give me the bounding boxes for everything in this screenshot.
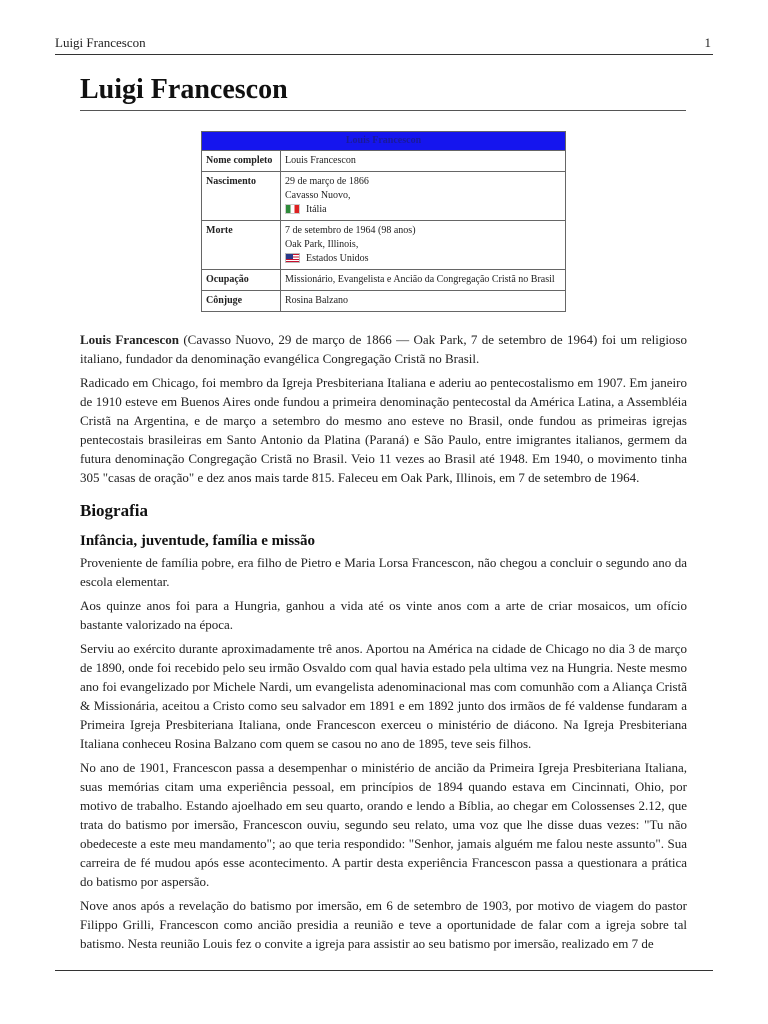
body-paragraph: No ano de 1901, Francescon passa a desempenhar o ministério de ancião da Primeira Igreja Presbiteriana Italiana, suas memórias citam uma experiência pessoal, em princípios de 1894 quando estava em Cincinnati, Ohio, por motivo de trabalho. Estando ajoelhado em seu quarto, orando e lendo a Bíblia, ao chegar em Colossenses 2.12, que trata do batismo por imersão, Francescon ouviu, segundo seu relato, uma voz que lhe disse duas vezes: "Tu não obedeceste a este meu mandamento"; ao que teria respondido: "Senhor, jamais alguém me falou neste assunto". Sua carreira de fé mudou após esse acontecimento. A partir desta experiência Francescon passa a questionara a prática do batismo por aspersão.: [80, 760, 687, 889]
infobox-row-nascimento: [202, 172, 566, 221]
death-place: Oak Park, Illinois,: [285, 239, 359, 250]
subsection-heading: Infância, juventude, família e missão: [80, 533, 316, 549]
page-number: 1: [704, 35, 711, 50]
italy-flag-icon: [285, 204, 300, 214]
birth-country-link[interactable]: Itália: [306, 204, 327, 215]
infobox-label: Ocupação: [202, 270, 281, 291]
infobox-row-conjuge: [202, 291, 566, 312]
infobox: [201, 131, 566, 312]
footer-divider: [55, 970, 713, 971]
infobox-label: Nascimento: [202, 172, 281, 221]
title-divider: [80, 110, 686, 111]
infobox-row-ocupacao: [202, 270, 566, 291]
infobox-value: [281, 172, 566, 221]
infobox-label: Morte: [202, 221, 281, 270]
birth-place: Cavasso Nuovo,: [285, 190, 351, 201]
infobox-label: Cônjuge: [202, 291, 281, 312]
infobox-row-nome: [202, 151, 566, 172]
infobox-value: [281, 221, 566, 270]
subject-name: Louis Francescon: [80, 332, 179, 347]
infobox-header: Louis Francescon: [202, 132, 566, 151]
infobox-value: Missionário, Evangelista e Ancião da Congregação Cristã no Brasil: [281, 270, 566, 291]
header-divider: [55, 54, 713, 55]
infobox-value: Louis Francescon: [281, 151, 566, 172]
running-head-title: Luigi Francescon: [55, 35, 146, 50]
birth-country-line: [285, 203, 561, 217]
body-paragraph: Serviu ao exército durante aproximadamente trê anos. Aportou na América na cidade de Chicago no dia 3 de março de 1890, onde foi recebido pelo seu irmão Osvaldo com qual havia estado pela ultima vez na Hungria. Neste mesmo ano foi evangelizado por Michele Nardi, um evangelista adenominacional mas com comunhão com a Aliança Cristã & Missionária, aceitou a Cristo como seu salvador em 1891 e em 1892 junto dos irmãos de fé valdense fundaram a Primeira Igreja Presbiteriana Italiana, onde Francescon exerceu o ministério de diácono. Na Igreja Presbiteriana Italiana conheceu Rosina Balzano com quem se casou no ano de 1895, teve seis filhos.: [80, 641, 687, 751]
usa-flag-icon: [285, 253, 300, 263]
death-country-link[interactable]: Estados Unidos: [306, 253, 369, 264]
body-paragraph: Proveniente de família pobre, era filho de Pietro e Maria Lorsa Francescon, não chegou a concluir o segundo ano da escola elementar.: [80, 555, 687, 589]
birth-date: 29 de março de 1866: [285, 176, 369, 187]
section-heading: Biografia: [80, 501, 148, 520]
body-paragraph: Aos quinze anos foi para a Hungria, ganhou a vida até os vinte anos com a arte de criar mosaicos, um ofício bastante valorizado na época.: [80, 598, 687, 632]
infobox-row-morte: [202, 221, 566, 270]
death-date: 7 de setembro de 1964 (98 anos): [285, 225, 416, 236]
page-title: Luigi Francescon: [80, 74, 288, 105]
running-head: [55, 35, 713, 51]
infobox-label: Nome completo: [202, 151, 281, 172]
article-body: [80, 330, 687, 958]
intro-paragraph: [80, 330, 687, 368]
summary-paragraph: Radicado em Chicago, foi membro da Igreja Presbiteriana Italiana e aderiu ao pentecostalismo em 1907. Em janeiro de 1910 esteve em Buenos Aires onde fundou a primeira denominação pentecostal da América Latina, a Assembléia Cristã na Argentina, e de março a setembro do mesmo ano esteve no Brasil, onde fundou as primeiras igrejas pentecostais brasileiras em Santo Antonio da Platina (Paraná) e São Paulo, entre imigrantes italianos, germem da futura denominação Congregação Cristã no Brasil. Veio 11 vezes ao Brasil até 1948. Em 1940, o movimento tinha 305 "casas de oração" e dez anos mais tarde 815. Faleceu em Oak Park, Illinois, em 7 de setembro de 1964.: [80, 375, 687, 485]
body-paragraph: Nove anos após a revelação do batismo por imersão, em 6 de setembro de 1903, por motivo de viagem do pastor Filippo Grilli, Francescon como ancião presidia a reunião e teve a oportunidade de falar com a igreja sobre tal batismo. Nesta reunião Louis fez o convite a igreja para assistir ao seu batismo por imersão, realizado em 7 de: [80, 898, 687, 951]
intro-text: (Cavasso Nuovo, 29 de março de 1866 — Oak Park, 7 de setembro de 1964) foi um religioso italiano, fundador da denominação evangélica Congregação Cristã no Brasil.: [80, 332, 687, 366]
death-country-line: [285, 252, 561, 266]
infobox-value: Rosina Balzano: [281, 291, 566, 312]
